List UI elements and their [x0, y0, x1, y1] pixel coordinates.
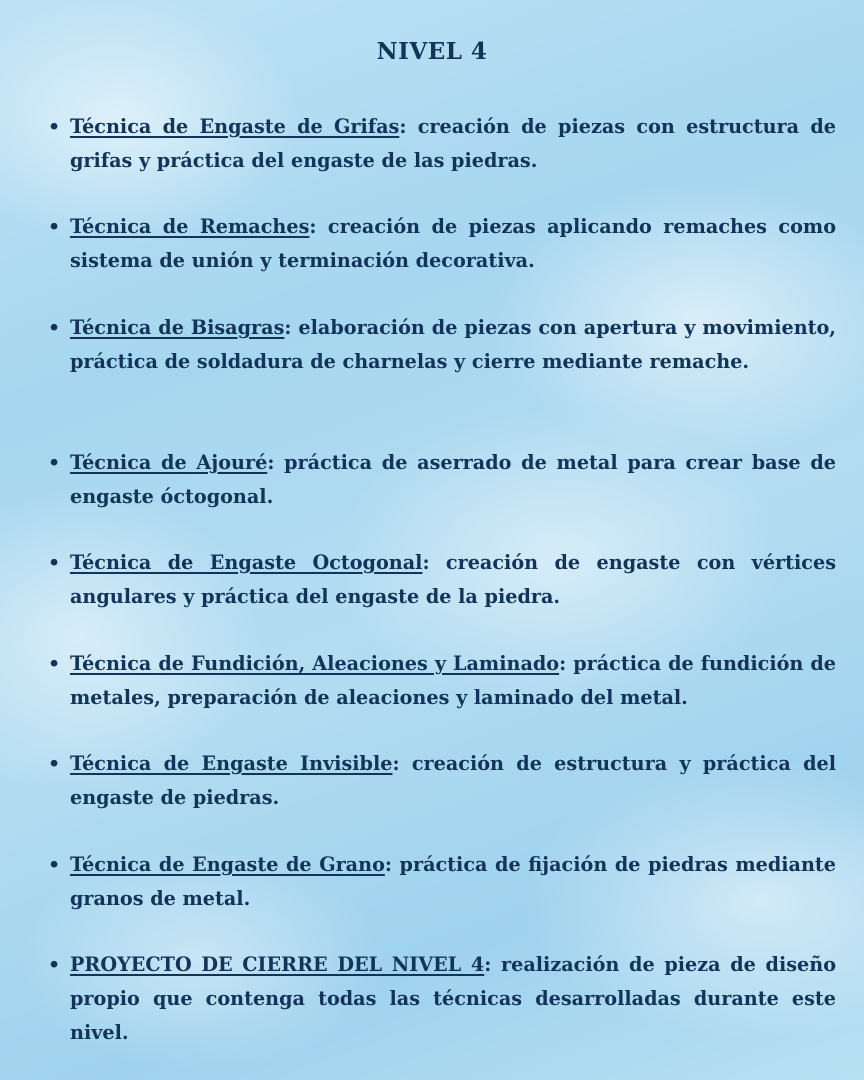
bullet-icon: • — [48, 452, 61, 474]
item-description: : práctica de fundición de metales, preparación de aleaciones y laminado del metal. — [70, 652, 836, 709]
bullet-icon: • — [48, 753, 61, 775]
bullet-icon: • — [48, 116, 61, 138]
item-term: Técnica de Engaste de Grano — [70, 853, 385, 876]
item-term: Técnica de Remaches — [70, 215, 310, 238]
list-item-octogonal — [48, 546, 836, 614]
item-term: PROYECTO DE CIERRE DEL NIVEL 4 — [70, 953, 485, 976]
item-term: Técnica de Fundición, Aleaciones y Laminado — [70, 652, 560, 675]
list-item-invisible — [48, 747, 836, 815]
list-item-bisagras — [48, 311, 836, 379]
list-item-proyecto — [48, 948, 836, 1050]
item-term: Técnica de Engaste Invisible — [70, 752, 393, 775]
list-item-grifas — [48, 110, 836, 178]
item-term: Técnica de Bisagras — [70, 316, 285, 339]
list-item-grano — [48, 848, 836, 916]
item-description: : práctica de fijación de piedras mediante granos de metal. — [70, 853, 836, 910]
item-description: : creación de piezas aplicando remaches como sistema de unión y terminación decorativa. — [70, 215, 836, 272]
bullet-icon: • — [48, 854, 61, 876]
bullet-icon: • — [48, 552, 61, 574]
bullet-icon: • — [48, 653, 61, 675]
list-item-ajoure — [48, 446, 836, 514]
item-description: : práctica de aserrado de metal para crear base de engaste óctogonal. — [70, 451, 836, 508]
item-description: : creación de engaste con vértices angulares y práctica del engaste de la piedra. — [70, 551, 836, 608]
item-term: Técnica de Ajouré — [70, 451, 268, 474]
page-title: NIVEL 4 — [376, 38, 488, 65]
bullet-icon: • — [48, 216, 61, 238]
bullet-icon: • — [48, 954, 61, 976]
bullet-icon: • — [48, 317, 61, 339]
item-term: Técnica de Engaste Octogonal — [70, 551, 423, 574]
item-term: Técnica de Engaste de Grifas — [70, 115, 400, 138]
item-description: : realización de pieza de diseño propio que contenga todas las técnicas desarrolladas durante este nivel. — [70, 953, 836, 1044]
item-description: : creación de piezas con estructura de grifas y práctica del engaste de las piedras. — [70, 115, 836, 172]
list-item-fundicion — [48, 647, 836, 715]
item-description: : creación de estructura y práctica del engaste de piedras. — [70, 752, 836, 809]
list-item-remaches — [48, 210, 836, 278]
item-description: : elaboración de piezas con apertura y movimiento, práctica de soldadura de charnelas y cierre mediante remache. — [70, 316, 836, 373]
